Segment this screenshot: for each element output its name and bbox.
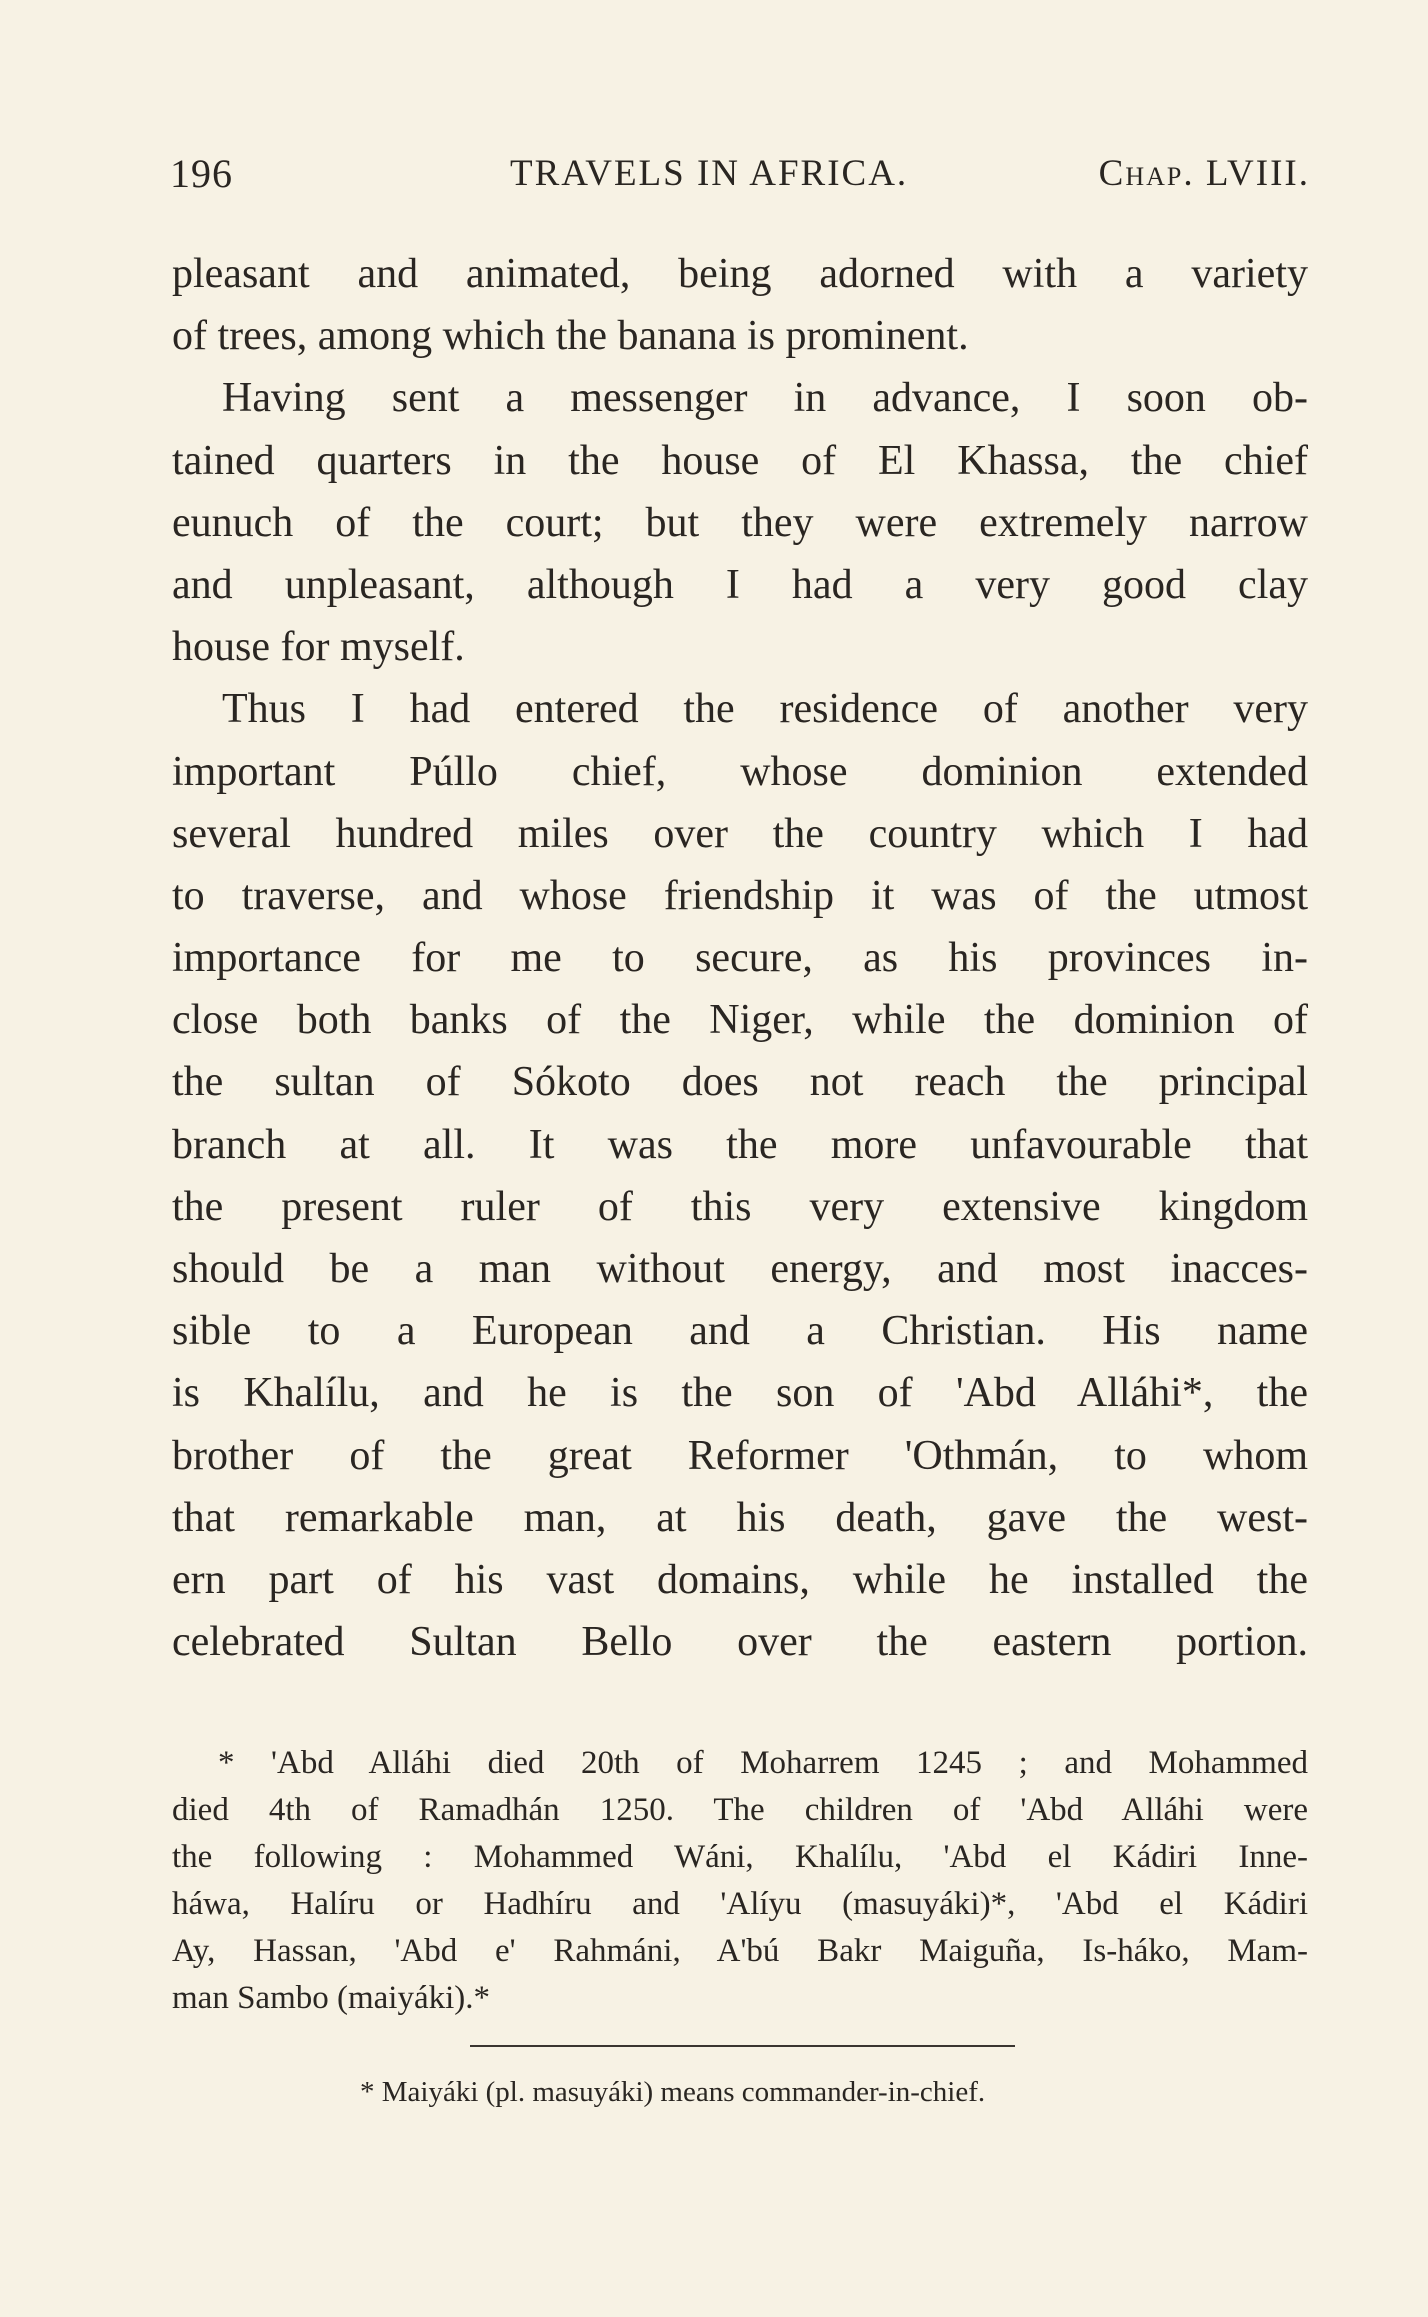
text-line: importance for me to secure, as his provinces in- [172,935,1308,982]
footnote-line: the following : Mohammed Wáni, Khalílu, 'Abd el Kádiri Inne- [172,1839,1308,1875]
text-line: is Khalílu, and he is the son of 'Abd Alláhi*, the [172,1370,1308,1417]
text-line: eunuch of the court; but they were extremely narrow [172,499,1308,546]
chapter-label: Chap. LVIII. [1098,153,1310,194]
text-line: close both banks of the Niger, while the dominion of [172,997,1308,1044]
footnote-divider [470,2045,1015,2047]
footnote-line: háwa, Halíru or Hadhíru and 'Alíyu (masuyáki)*, 'Abd el Kádiri [172,1886,1308,1922]
text-line: should be a man without energy, and most inacces- [172,1246,1308,1292]
text-line: celebrated Sultan Bello over the eastern portion. [172,1619,1308,1666]
footnote-line: Ay, Hassan, 'Abd e' Rahmáni, A'bú Bakr Maiguña, Is-háko, Mam- [172,1933,1308,1969]
footnote-line: died 4th of Ramadhán 1250. The children of 'Abd Alláhi were [172,1792,1308,1828]
body-text [172,243,1308,1673]
running-head [170,150,1310,200]
text-line: several hundred miles over the country which I had [172,810,1308,857]
text-line: the present ruler of this very extensive kingdom [172,1183,1308,1230]
text-line: and unpleasant, although I had a very good clay [172,561,1308,608]
footnote-line: man Sambo (maiyáki).* [172,1980,491,2016]
text-line: brother of the great Reformer 'Othmán, to whom [172,1432,1308,1479]
text-line: Having sent a messenger in advance, I soon ob- [222,375,1308,422]
text-line: that remarkable man, at his death, gave the west- [172,1494,1308,1541]
text-line: important Púllo chief, whose dominion extended [172,748,1308,795]
text-line: ern part of his vast domains, while he installed the [172,1556,1308,1603]
text-line: pleasant and animated, being adorned with a variety [172,251,1308,297]
text-line: branch at all. It was the more unfavourable that [172,1121,1308,1168]
running-title: TRAVELS IN AFRICA. [510,153,909,194]
text-line: the sultan of Sókoto does not reach the principal [172,1059,1308,1106]
footnote [172,1740,1308,2022]
footnote-line: * 'Abd Alláhi died 20th of Moharrem 1245 ; and Mohammed [218,1745,1308,1781]
text-line: of trees, among which the banana is prominent. [172,313,969,360]
sub-footnote: * Maiyáki (pl. masuyáki) means commander-in-chief. [360,2076,986,2108]
text-line: house for myself. [172,624,465,671]
page-number: 196 [170,151,233,196]
text-line: sible to a European and a Christian. His name [172,1308,1308,1355]
text-line: tained quarters in the house of El Khassa, the chief [172,437,1308,484]
text-line: Thus I had entered the residence of another very [222,686,1308,733]
text-line: to traverse, and whose friendship it was of the utmost [172,872,1308,919]
